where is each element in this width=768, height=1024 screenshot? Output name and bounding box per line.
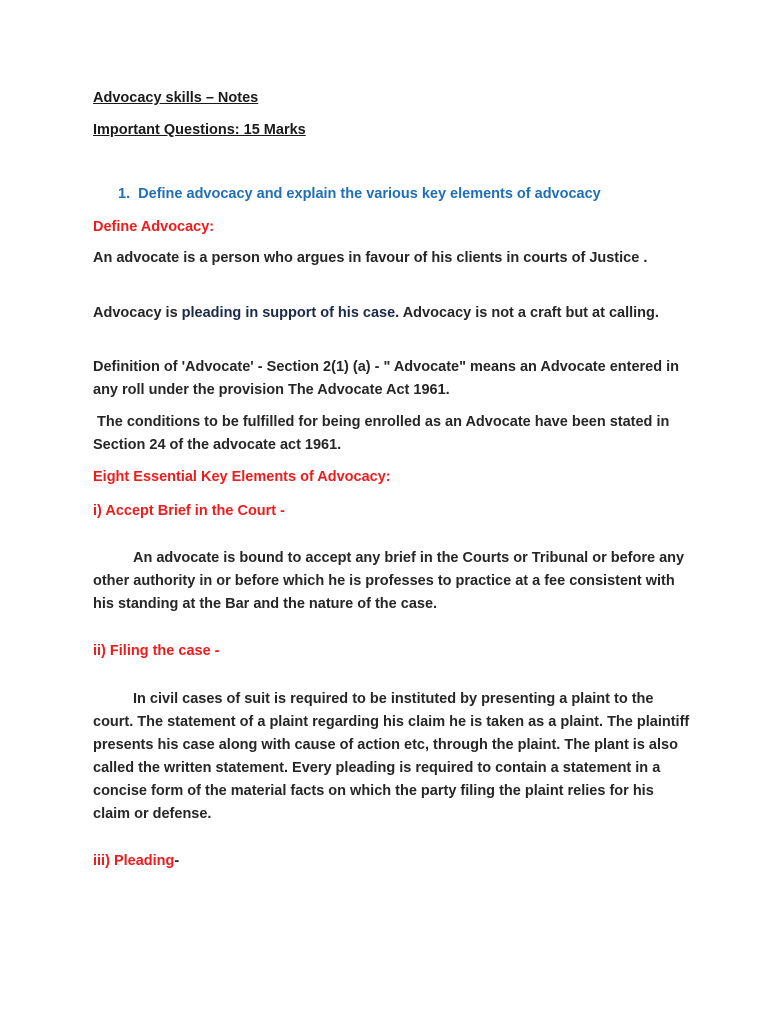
element-2-body: In civil cases of suit is required to be instituted by presenting a plaint to the court. The statement of a plaint regarding his claim he is taken as a plaint. The plaintiff presents his case along with cause of action etc, through the plaint. The plant is also called the written statement. Every pleading is required to contain a statement in a concise form of the material facts on which the party filing the plaint relies for his claim or defense. [93,691,690,822]
paragraph-advocacy-end: . Advocacy is not a craft but at calling. [395,305,659,321]
page-title: Advocacy skills – Notes [93,90,259,106]
define-advocacy-heading: Define Advocacy: [93,219,215,235]
question-1 [118,183,718,206]
key-elements-heading: Eight Essential Key Elements of Advocacy: [93,469,391,485]
question-number: 1. [118,186,131,202]
paragraph-advocacy [93,302,693,325]
paragraph-advocacy-start: Advocacy is [93,305,182,321]
element-3-dash: - [174,853,180,869]
element-3-heading [93,850,693,873]
paragraph-advocate-definition: An advocate is a person who argues in favour of his clients in courts of Justice . [93,250,648,266]
paragraph-section-definition: Definition of 'Advocate' - Section 2(1) (a) - " Advocate" means an Advocate entered in any roll under the provision The Advocate Act 1961. [93,359,679,398]
paragraph-advocacy-emphasis: pleading in support of his case [181,305,396,321]
element-2-title: ii) Filing the case - [93,643,220,659]
paragraph-enrolment-conditions: The conditions to be fulfilled for being enrolled as an Advocate have been stated in Section 24 of the advocate act 1961. [93,414,674,453]
element-1-title: i) Accept Brief in the Court - [93,503,285,519]
question-text: Define advocacy and explain the various key elements of advocacy [138,186,601,202]
element-3-title: iii) Pleading [93,853,175,869]
page-subtitle: Important Questions: 15 Marks [93,122,306,138]
element-1-body: An advocate is bound to accept any brief in the Courts or Tribunal or before any other authority in or before which he is professes to practice at a fee consistent with his standing at the Bar and the nature of the case. [93,550,685,612]
